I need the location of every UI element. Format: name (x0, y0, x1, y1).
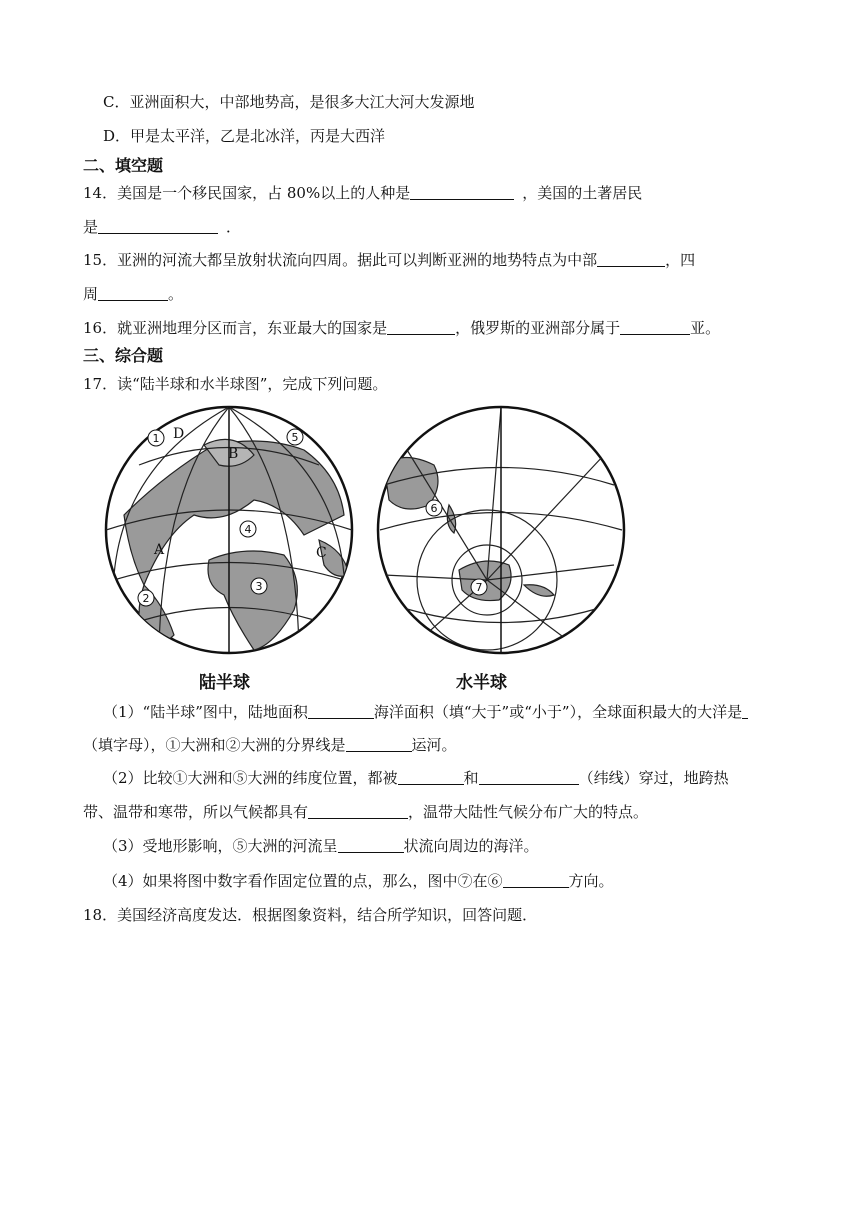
q17-sub1-blank-2[interactable] (742, 703, 748, 719)
q17-sub2-text-d: 带、温带和寒带，所以气候都具有 (83, 803, 309, 821)
q17-sub1-text-a: （1）“陆半球”图中，陆地面积 (103, 703, 308, 721)
q14-blank-2[interactable] (98, 218, 218, 234)
question-15-line-2 (83, 284, 183, 304)
question-14-line-2 (83, 217, 241, 237)
circle-label-6: 6 (430, 502, 438, 515)
q17-sub4-text-b: 方向。 (568, 872, 614, 890)
q15-blank-2[interactable] (98, 285, 168, 301)
q17-sub1-line-1 (103, 702, 748, 722)
q17-sub3 (103, 836, 539, 856)
question-17-stem: 17．读“陆半球和水半球图”，完成下列问题。 (83, 375, 388, 393)
q14-text-2: ，美国的土著居民 (522, 184, 643, 202)
land-hemisphere-caption: 陆半球 (199, 673, 250, 693)
q15-blank-1[interactable] (597, 251, 665, 267)
question-15-line-1 (83, 250, 695, 270)
circle-label-3: 3 (255, 580, 263, 593)
q15-text-1: 15．亚洲的河流大都呈放射状流向四周。据此可以判断亚洲的地势特点为中部 (83, 251, 598, 269)
q14-blank-1[interactable] (410, 184, 514, 200)
q17-sub1-text-b: 海洋面积（填“大于”或“小于”），全球面积最大的大洋是 (373, 703, 743, 721)
hemisphere-maps (104, 405, 634, 705)
water-hemisphere-caption: 水半球 (456, 673, 507, 693)
label-b: B (228, 446, 239, 462)
q17-sub1-blank-3[interactable] (346, 736, 412, 752)
q16-text-3: 亚。 (690, 319, 721, 337)
circle-label-7: 7 (475, 581, 483, 594)
label-a: A (154, 542, 165, 558)
question-16 (83, 318, 720, 338)
circle-label-5: 5 (291, 431, 299, 444)
q17-sub1-text-c: （填字母），①大洲和②大洲的分界线是 (83, 736, 346, 754)
q15-text-3: 周 (83, 285, 99, 303)
q17-sub4 (103, 871, 614, 891)
section-comprehensive-heading: 三、综合题 (83, 346, 164, 365)
q14-text-1: 14．美国是一个移民国家，占 80%以上的人种是 (83, 184, 411, 202)
q16-text-2: ，俄罗斯的亚洲部分属于 (455, 319, 621, 337)
question-14-line-1 (83, 183, 642, 203)
q16-text-1: 16．就亚洲地理分区而言，东亚最大的国家是 (83, 319, 388, 337)
q17-sub4-blank-1[interactable] (503, 872, 569, 888)
q17-sub2-text-a: （2）比较①大洲和⑤大洲的纬度位置，都被 (103, 769, 398, 787)
q17-sub2-text-b: 和 (463, 769, 479, 787)
question-18-stem: 18．美国经济高度发达．根据图象资料，结合所学知识，回答问题． (83, 906, 538, 924)
q17-sub1-text-d: 运河。 (411, 736, 457, 754)
q17-sub2-blank-1[interactable] (398, 769, 464, 785)
circle-label-2: 2 (142, 592, 150, 605)
q17-sub2-text-c: （纬线）穿过，地跨热 (578, 769, 729, 787)
q14-text-3: 是 (83, 218, 99, 236)
land-hemisphere-globe (106, 407, 352, 653)
q17-sub2-line-2 (83, 802, 648, 822)
circle-label-1: 1 (152, 432, 160, 445)
q15-text-4: 。 (168, 285, 184, 303)
q17-sub3-blank-1[interactable] (338, 837, 404, 853)
q17-sub3-text-a: （3）受地形影响，⑤大洲的河流呈 (103, 837, 338, 855)
q17-sub3-text-b: 状流向周边的海洋。 (403, 837, 539, 855)
q16-blank-2[interactable] (620, 319, 690, 335)
circle-label-4: 4 (244, 523, 252, 536)
q17-sub2-blank-2[interactable] (479, 769, 579, 785)
q14-text-4: ． (226, 218, 242, 236)
option-c: C．亚洲面积大，中部地势高，是很多大江大河大发源地 (103, 93, 475, 111)
q16-blank-1[interactable] (387, 319, 455, 335)
hemisphere-figure (104, 405, 634, 705)
label-c: C (316, 545, 327, 561)
q17-sub2-line-1 (103, 768, 729, 788)
q17-sub2-blank-3[interactable] (308, 803, 408, 819)
water-hemisphere-globe (378, 407, 624, 653)
q17-sub2-text-e: ，温带大陆性气候分布广大的特点。 (408, 803, 649, 821)
q17-sub1-blank-1[interactable] (308, 703, 374, 719)
section-fill-blank-heading: 二、填空题 (83, 156, 164, 175)
q17-sub4-text-a: （4）如果将图中数字看作固定位置的点，那么，图中⑦在⑥ (103, 872, 503, 890)
option-d: D．甲是太平洋，乙是北冰洋，丙是大西洋 (103, 127, 386, 145)
label-d: D (173, 426, 185, 442)
q17-sub1-line-2 (83, 735, 457, 755)
q15-text-2: ，四 (665, 251, 696, 269)
